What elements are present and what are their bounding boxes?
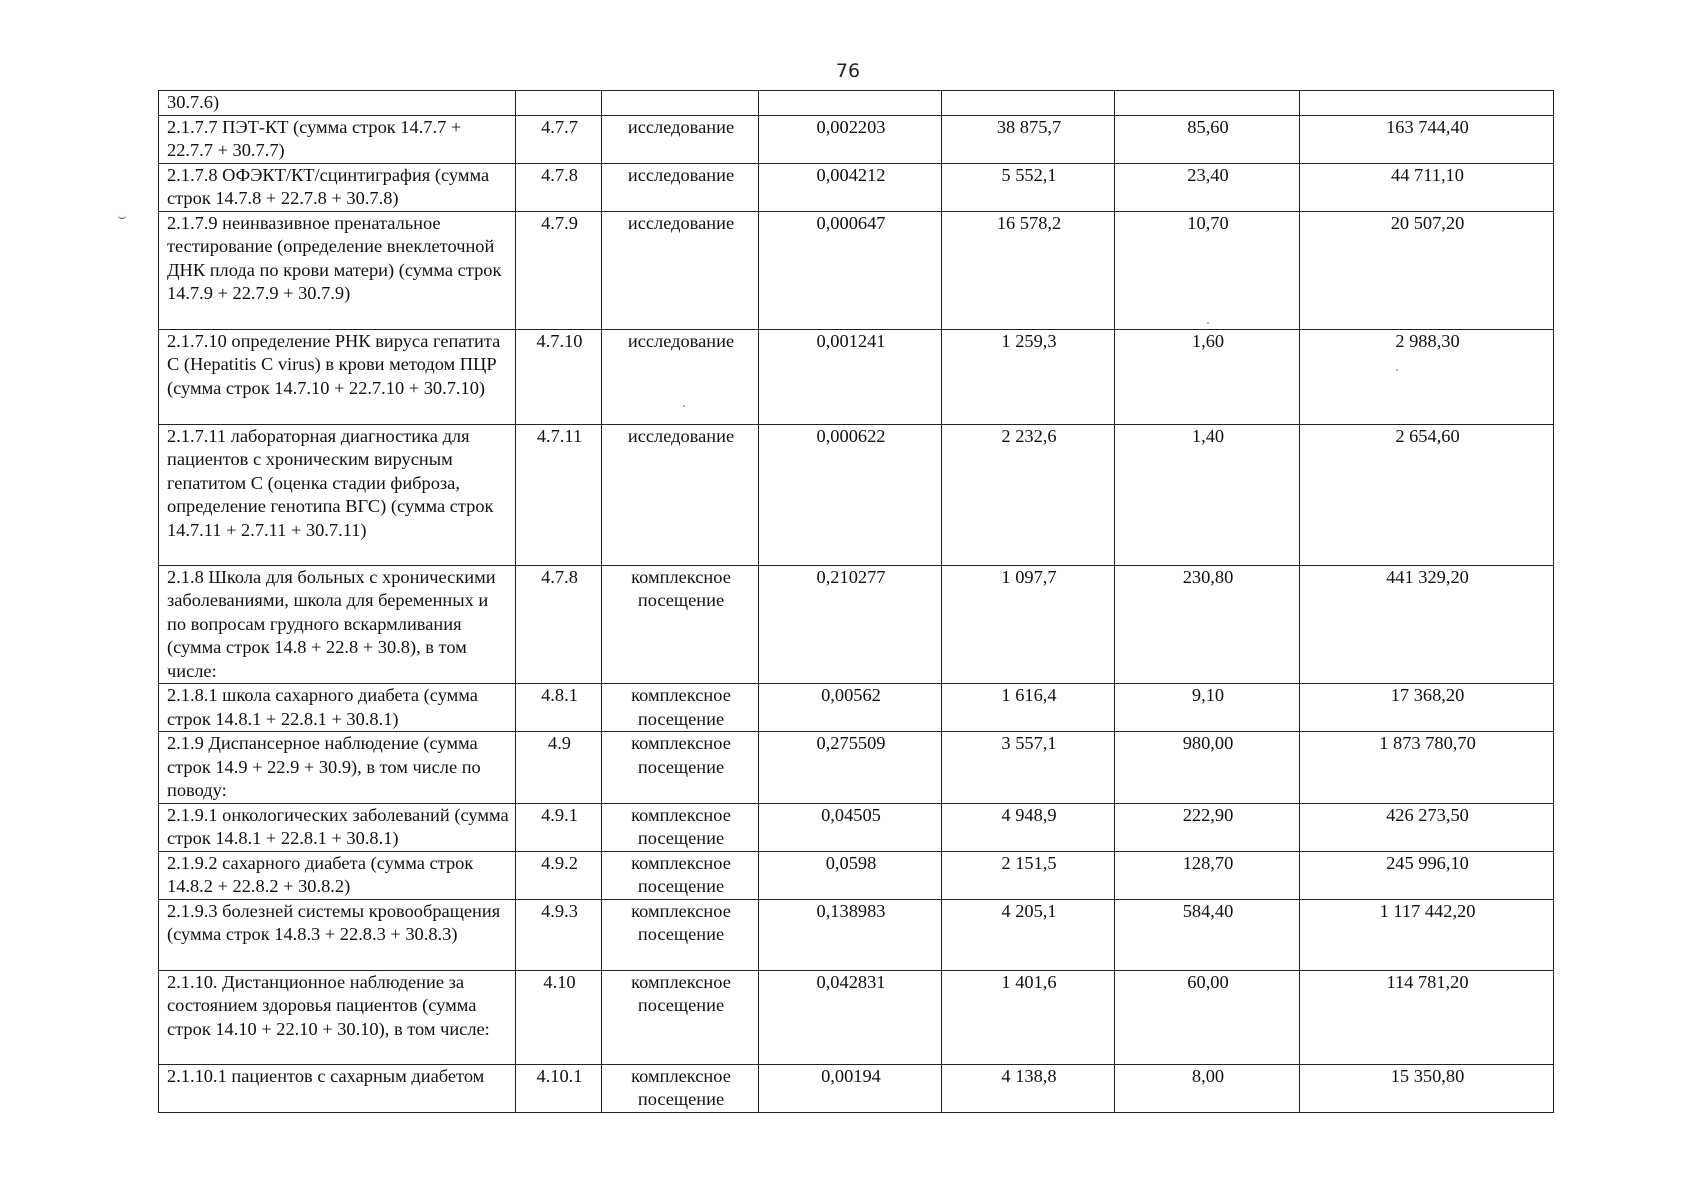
row-code: 4.7.7 — [516, 115, 602, 163]
row-unit: комплексное посещение — [602, 970, 759, 1064]
table-row — [159, 91, 1554, 116]
row-code: 4.9.3 — [516, 899, 602, 970]
table-row — [159, 684, 1554, 732]
row-value-3 — [1115, 91, 1300, 116]
row-name: 2.1.7.9 неинвазивное пренатальное тестирование (определение внеклеточной ДНК плода по крови матери) (сумма строк 14.7.9 + 22.7.9 + 30.7.9) — [159, 211, 516, 329]
row-value-1: 0,00562 — [759, 684, 942, 732]
row-value-2: 38 875,7 — [942, 115, 1115, 163]
row-value-3: 60,00 — [1115, 970, 1300, 1064]
table-row — [159, 163, 1554, 211]
row-value-4 — [1300, 91, 1554, 116]
row-unit: исследование — [602, 424, 759, 565]
row-value-4: 1 117 442,20 — [1300, 899, 1554, 970]
table-row — [159, 211, 1554, 329]
row-name: 2.1.7.8 ОФЭКТ/КТ/сцинтиграфия (сумма строк 14.7.8 + 22.7.8 + 30.7.8) — [159, 163, 516, 211]
row-unit: комплексное посещение — [602, 1064, 759, 1112]
row-code: 4.9.2 — [516, 851, 602, 899]
row-value-2: 1 097,7 — [942, 565, 1115, 684]
table-row — [159, 970, 1554, 1064]
row-value-2: 4 138,8 — [942, 1064, 1115, 1112]
row-value-4: 20 507,20 — [1300, 211, 1554, 329]
row-code: 4.9 — [516, 732, 602, 804]
row-value-1: 0,0598 — [759, 851, 942, 899]
row-value-1: 0,275509 — [759, 732, 942, 804]
row-value-2: 1 259,3 — [942, 329, 1115, 424]
row-value-3: 230,80 — [1115, 565, 1300, 684]
row-value-2: 4 948,9 — [942, 803, 1115, 851]
row-value-2: 4 205,1 — [942, 899, 1115, 970]
row-value-2: 3 557,1 — [942, 732, 1115, 804]
row-unit: исследование — [602, 329, 759, 424]
row-unit: комплексное посещение — [602, 803, 759, 851]
row-code: 4.8.1 — [516, 684, 602, 732]
row-value-2: 2 151,5 — [942, 851, 1115, 899]
row-value-4: 114 781,20 — [1300, 970, 1554, 1064]
row-value-1: 0,138983 — [759, 899, 942, 970]
row-name: 2.1.8.1 школа сахарного диабета (сумма строк 14.8.1 + 22.8.1 + 30.8.1) — [159, 684, 516, 732]
row-value-3: 10,70 — [1115, 211, 1300, 329]
tariff-table — [158, 90, 1554, 1113]
row-value-1: 0,000647 — [759, 211, 942, 329]
row-unit: исследование — [602, 115, 759, 163]
table-body — [159, 91, 1554, 1113]
row-name: 2.1.7.7 ПЭТ-КТ (сумма строк 14.7.7 + 22.7.7 + 30.7.7) — [159, 115, 516, 163]
row-value-2 — [942, 91, 1115, 116]
row-name: 2.1.10. Дистанционное наблюдение за состоянием здоровья пациентов (сумма строк 14.10 + 22.10 + 30.10), в том числе: — [159, 970, 516, 1064]
row-value-3: 222,90 — [1115, 803, 1300, 851]
margin-mark — [118, 215, 126, 219]
row-value-2: 2 232,6 — [942, 424, 1115, 565]
row-name: 2.1.7.11 лабораторная диагностика для пациентов с хроническим вирусным гепатитом С (оценка стадии фиброза, определение генотипа ВГС) (сумма строк 14.7.11 + 2.7.11 + 30.7.11) — [159, 424, 516, 565]
row-value-4: 1 873 780,70 — [1300, 732, 1554, 804]
row-value-1: 0,04505 — [759, 803, 942, 851]
row-name: 2.1.9 Диспансерное наблюдение (сумма строк 14.9 + 22.9 + 30.9), в том числе по поводу: — [159, 732, 516, 804]
row-value-1: 0,000622 — [759, 424, 942, 565]
row-value-3: 128,70 — [1115, 851, 1300, 899]
row-unit — [602, 91, 759, 116]
row-name: 2.1.9.2 сахарного диабета (сумма строк 14.8.2 + 22.8.2 + 30.8.2) — [159, 851, 516, 899]
row-code: 4.7.8 — [516, 163, 602, 211]
row-value-2: 5 552,1 — [942, 163, 1115, 211]
row-code: 4.9.1 — [516, 803, 602, 851]
row-unit: комплексное посещение — [602, 684, 759, 732]
row-name: 30.7.6) — [159, 91, 516, 116]
row-code: 4.7.8 — [516, 565, 602, 684]
row-name: 2.1.9.3 болезней системы кровообращения (сумма строк 14.8.3 + 22.8.3 + 30.8.3) — [159, 899, 516, 970]
row-value-3: 584,40 — [1115, 899, 1300, 970]
row-value-4: 2 988,30 — [1300, 329, 1554, 424]
table-row — [159, 851, 1554, 899]
row-value-1: 0,004212 — [759, 163, 942, 211]
table-row — [159, 329, 1554, 424]
row-unit: комплексное посещение — [602, 565, 759, 684]
row-code: 4.7.9 — [516, 211, 602, 329]
row-value-1: 0,042831 — [759, 970, 942, 1064]
table-row — [159, 1064, 1554, 1112]
row-name: 2.1.8 Школа для больных с хроническими заболеваниями, школа для беременных и по вопросам грудного вскармливания (сумма строк 14.8 + 22.8 + 30.8), в том числе: — [159, 565, 516, 684]
row-code: 4.7.11 — [516, 424, 602, 565]
row-value-2: 1 616,4 — [942, 684, 1115, 732]
row-value-3: 9,10 — [1115, 684, 1300, 732]
row-value-3: 1,60 — [1115, 329, 1300, 424]
table-row — [159, 899, 1554, 970]
table-row — [159, 803, 1554, 851]
table-row — [159, 565, 1554, 684]
row-value-4: 426 273,50 — [1300, 803, 1554, 851]
row-value-2: 1 401,6 — [942, 970, 1115, 1064]
row-value-4: 441 329,20 — [1300, 565, 1554, 684]
row-unit: комплексное посещение — [602, 732, 759, 804]
row-value-1: 0,210277 — [759, 565, 942, 684]
row-name: 2.1.9.1 онкологических заболеваний (сумма строк 14.8.1 + 22.8.1 + 30.8.1) — [159, 803, 516, 851]
row-value-3: 980,00 — [1115, 732, 1300, 804]
table-row — [159, 115, 1554, 163]
row-value-4: 163 744,40 — [1300, 115, 1554, 163]
row-unit: исследование — [602, 211, 759, 329]
row-code: 4.10.1 — [516, 1064, 602, 1112]
row-value-3: 23,40 — [1115, 163, 1300, 211]
row-name: 2.1.7.10 определение РНК вируса гепатита С (Hepatitis C virus) в крови методом ПЦР (сумма строк 14.7.10 + 22.7.10 + 30.7.10) — [159, 329, 516, 424]
row-value-1: 0,00194 — [759, 1064, 942, 1112]
table-row — [159, 732, 1554, 804]
row-code: 4.7.10 — [516, 329, 602, 424]
row-code: 4.10 — [516, 970, 602, 1064]
row-value-4: 17 368,20 — [1300, 684, 1554, 732]
table-row — [159, 424, 1554, 565]
row-value-2: 16 578,2 — [942, 211, 1115, 329]
row-unit: исследование — [602, 163, 759, 211]
row-value-3: 1,40 — [1115, 424, 1300, 565]
row-value-4: 44 711,10 — [1300, 163, 1554, 211]
row-code — [516, 91, 602, 116]
page-number: 76 — [835, 60, 861, 82]
row-value-1 — [759, 91, 942, 116]
row-value-3: 85,60 — [1115, 115, 1300, 163]
row-unit: комплексное посещение — [602, 899, 759, 970]
row-value-4: 2 654,60 — [1300, 424, 1554, 565]
row-unit: комплексное посещение — [602, 851, 759, 899]
row-value-4: 15 350,80 — [1300, 1064, 1554, 1112]
row-value-1: 0,002203 — [759, 115, 942, 163]
row-name: 2.1.10.1 пациентов с сахарным диабетом — [159, 1064, 516, 1112]
row-value-1: 0,001241 — [759, 329, 942, 424]
row-value-4: 245 996,10 — [1300, 851, 1554, 899]
row-value-3: 8,00 — [1115, 1064, 1300, 1112]
